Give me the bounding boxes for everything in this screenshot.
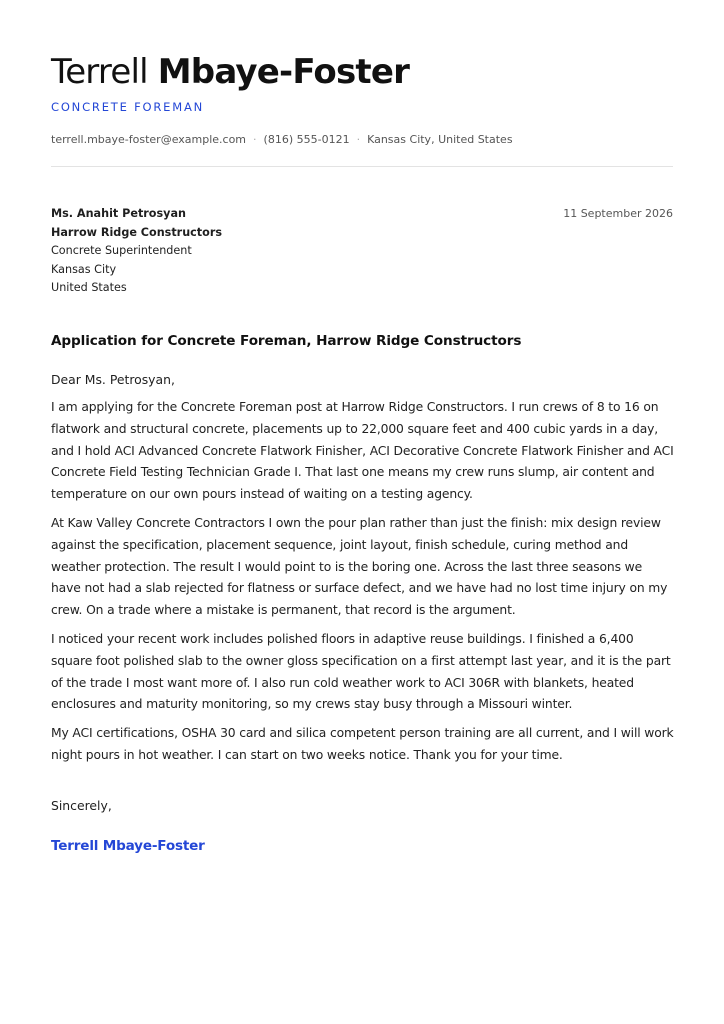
phone-number: (816) 555-0121 (263, 133, 350, 146)
recipient-title: Concrete Superintendent (51, 244, 192, 258)
header-divider (51, 166, 673, 167)
body-paragraph-1: I am applying for the Concrete Foreman post at Harrow Ridge Constructors. I run crews of 8 to 16 on flatwork and structural concrete, placements up to 22,000 square feet and 400 cubic yards in a day, and I hold ACI Advanced Concrete Flatwork Finisher, ACI Decorative Concrete Flatwork Finisher and ACI Concrete Field Testing Technician Grade I. That last one means my crew runs slump, air content and temperature on our own pours instead of waiting on a testing agency. (51, 400, 674, 502)
location: Kansas City, United States (367, 133, 513, 146)
recipient-country: United States (51, 281, 127, 295)
salutation: Dear Ms. Petrosyan, (51, 372, 175, 387)
body-paragraph-2: At Kaw Valley Concrete Contractors I own the pour plan rather than just the finish: mix design review against the specification, placement sequence, joint layout, finish schedule, curing method and weather protection. The result I would point to is the boring one. Across the last three seasons we have not had a slab rejected for flatness or surface defect, and we have had no lost time injury on my crew. On a trade where a mistake is permanent, that record is the argument. (51, 515, 668, 618)
letter-date: 11 September 2026 (563, 207, 673, 220)
first-name: Terrell (51, 52, 148, 92)
applicant-name (51, 52, 673, 92)
body-paragraph-4: My ACI certifications, OSHA 30 card and silica competent person training are all current, and I will work night pours in hot weather. I can start on two weeks notice. Thank you for your time. (51, 726, 674, 762)
contact-line (51, 133, 673, 146)
contact-separator: · (253, 133, 257, 146)
email-address: terrell.mbaye-foster@example.com (51, 133, 247, 146)
contact-separator: · (356, 133, 361, 146)
subject-line: Application for Concrete Foreman, Harrow Ridge Constructors (51, 333, 522, 349)
job-title: CONCRETE FOREMAN (51, 100, 205, 114)
recipient-company: Harrow Ridge Constructors (51, 225, 223, 239)
recipient-name: Ms. Anahit Petrosyan (51, 207, 186, 220)
signature: Terrell Mbaye-Foster (51, 837, 205, 854)
body-paragraph-3: I noticed your recent work includes polished floors in adaptive reuse buildings. I finished a 6,400 square foot polished slab to the owner gloss specification on a first attempt last year, and it is the part of the trade I most want more of. I also run cold weather work to ACI 306R with blankets, heated enclosures and maturity monitoring, so my crews stay busy through a Missouri winter. (51, 631, 671, 712)
last-name: Mbaye-Foster (157, 52, 410, 92)
address-block (51, 205, 673, 297)
recipient-city: Kansas City (51, 262, 117, 276)
closing: Sincerely, (51, 797, 112, 813)
